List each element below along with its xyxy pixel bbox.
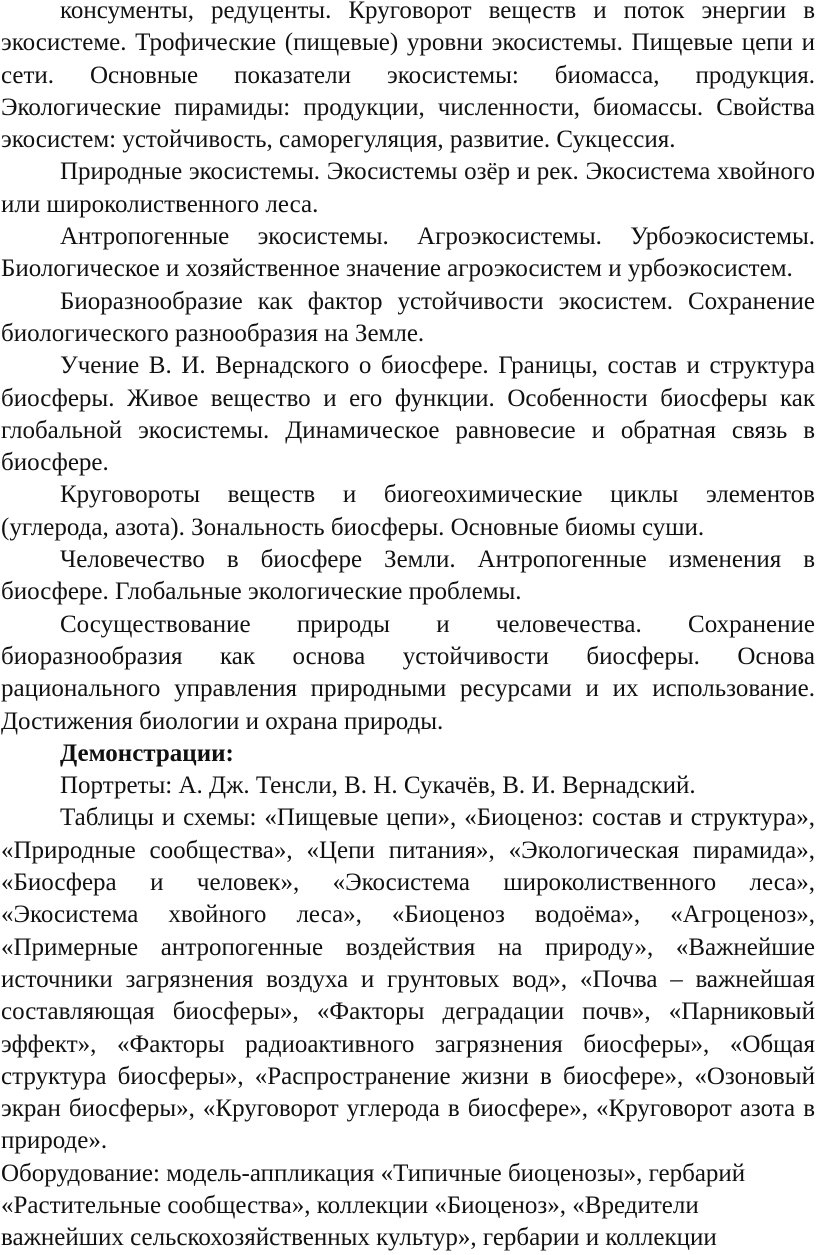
paragraph-anthropogenic-ecosystems: Антропогенные экосистемы. Агроэкосистемы. Урбоэкосистемы. Биологическое и хозяйственное значение агроэкосистем и урбоэкосистем. bbox=[1, 223, 815, 283]
paragraph-equipment: Оборудование: модель-аппликация «Типичные биоценозы», гербарий «Растительные сообщества», коллекции «Биоценоз», «Вредители важнейших сельскохозяйственных культур», гербарии и коллекции bbox=[1, 1159, 746, 1252]
document-body bbox=[1, 0, 815, 1255]
paragraph-vernadsky-biosphere: Учение В. И. Вернадского о биосфере. Границы, состав и структура биосферы. Живое вещество и его функции. Особенности биосферы как глобальной экосистемы. Динамическое равновесие и обратная связь в биосфере. bbox=[1, 352, 815, 477]
section-heading-demonstrations: Демонстрации: bbox=[60, 739, 234, 767]
paragraph-humanity-biosphere: Человечество в биосфере Земли. Антропогенные изменения в биосфере. Глобальные экологические проблемы. bbox=[1, 546, 815, 606]
paragraph-tables-schemes: Таблицы и схемы: «Пищевые цепи», «Биоценоз: состав и структура», «Природные сообщества», «Цепи питания», «Экологическая пирамида», «Биосфера и человек», «Экосистема широколиственного леса», «Экосистема хвойного леса», «Биоценоз водоёма», «Агроценоз», «Примерные антропогенные воздействия на природу», «Важнейшие источники загрязнения воздуха и грунтовых вод», «Почва – важнейшая составляющая биосферы», «Факторы деградации почв», «Парниковый эффект», «Факторы радиоактивного загрязнения биосферы», «Общая структура биосферы», «Распространение жизни в биосфере», «Озоновый экран биосферы», «Круговорот углерода в биосфере», «Круговорот азота в природе». bbox=[1, 804, 815, 1155]
paragraph-cycles: Круговороты веществ и биогеохимические циклы элементов (углерода, азота). Зональность биосферы. Основные биомы суши. bbox=[1, 481, 815, 541]
paragraph-portraits: Портреты: А. Дж. Тенсли, В. Н. Сукачёв, В. И. Вернадский. bbox=[60, 772, 696, 800]
paragraph-natural-ecosystems: Природные экосистемы. Экосистемы озёр и рек. Экосистема хвойного или широколиственного леса. bbox=[1, 158, 815, 218]
paragraph-coexistence: Сосуществование природы и человечества. Сохранение биоразнообразия как основа устойчивости биосферы. Основа рационального управления природными ресурсами и их использование. Достижения биологии и охрана природы. bbox=[1, 610, 815, 735]
paragraph-biodiversity: Биоразнообразие как фактор устойчивости экосистем. Сохранение биологического разнообразия на Земле. bbox=[1, 287, 815, 347]
paragraph-ecosystem-structure: консументы, редуценты. Круговорот веществ и поток энергии в экосистеме. Трофические (пищевые) уровни экосистемы. Пищевые цепи и сети. Основные показатели экосистемы: биомасса, продукция. Экологические пирамиды: продукции, численности, биомассы. Свойства экосистем: устойчивость, саморегуляция, развитие. Сукцессия. bbox=[1, 0, 815, 154]
